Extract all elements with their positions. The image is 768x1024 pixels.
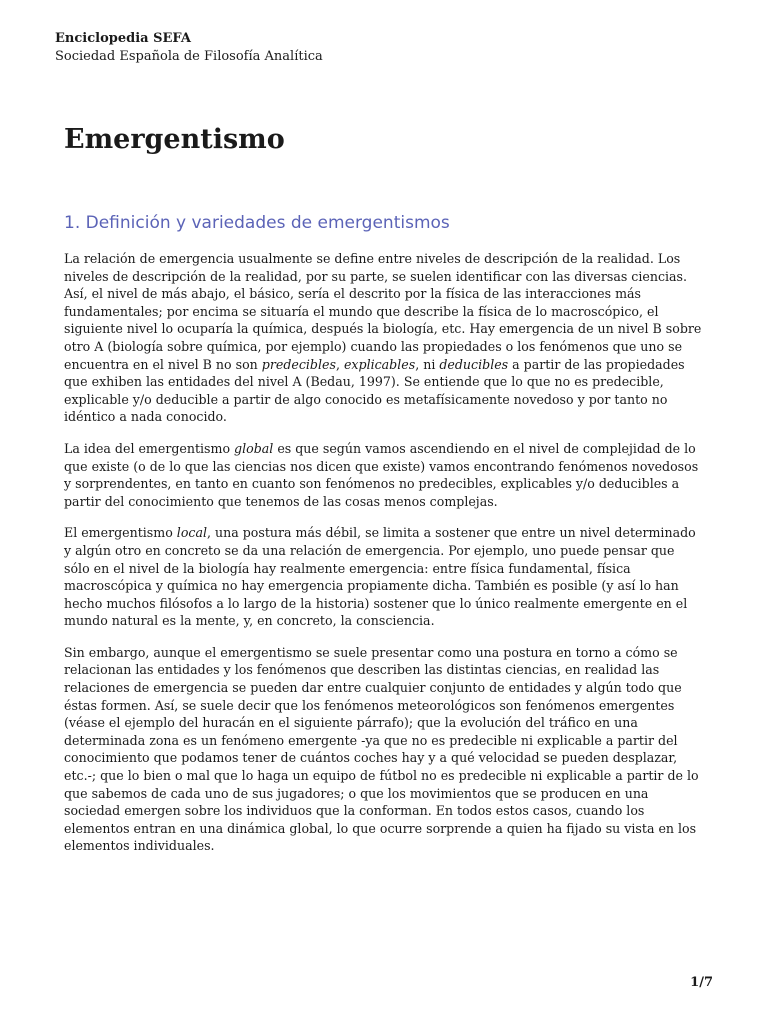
site-name: Enciclopedia SEFA bbox=[55, 31, 191, 46]
emphasis-global: global bbox=[234, 440, 274, 456]
article-title: Emergentismo bbox=[64, 124, 285, 155]
society-name: Sociedad Española de Filosofía Analítica bbox=[55, 49, 323, 64]
emphasis-explicables: explicables bbox=[343, 356, 416, 372]
paragraph-4: Sin embargo, aunque el emergentismo se suele presentar como una postura en torno a cómo se relacionan las entidades y los fenómenos que describen las distintas ciencias, en realidad las relaciones de emergencia se pueden dar entre cualquier conjunto de entidades y algún todo que éstas formen. Así, se suele decir que los fenómenos meteorológicos son fenómenos emergentes (véase el ejemplo del huracán en el siguiente párrafo); que la evolución del tráfico en una determinada zona es un fenómeno emergente -ya que no es predecible ni explicable a partir del conocimiento que podamos tener de cuántos coches hay y a qué velocidad se pueden desplazar, etc.-; que lo bien o mal que lo haga un equipo de fútbol no es predecible ni explicable a partir de lo que sabemos de cada uno de sus jugadores; o que los movimientos que se producen en una sociedad emergen sobre los individuos que la conforman. En todos estos casos, cuando los elementos entran en una dinámica global, lo que ocurre sorprende a quien ha fijado su vista en los elementos individuales. bbox=[64, 644, 699, 854]
paragraph-2-text-a: La idea del emergentismo bbox=[64, 440, 235, 456]
emphasis-local: local bbox=[176, 525, 207, 541]
emphasis-deducibles: deducibles bbox=[439, 356, 509, 372]
paragraph-3 bbox=[64, 524, 704, 630]
paragraph-1-text-b: a partir de las propiedades que exhiben las entidades del nivel A (Bedau, 1997). Se entiende que lo que no es predecible, explicable y/o deducible a partir de algo conocido es metafísicamente novedoso y por tanto no idéntico a nada conocido. bbox=[64, 356, 685, 425]
page-header bbox=[55, 30, 323, 66]
emphasis-predecibles: predecibles bbox=[261, 356, 336, 372]
paragraph-2 bbox=[64, 440, 704, 510]
page-number: 1/7 bbox=[690, 975, 713, 990]
paragraph-1 bbox=[64, 250, 704, 426]
section-heading: 1. Definición y variedades de emergentismos bbox=[64, 213, 450, 233]
separator-ni: , ni bbox=[415, 356, 440, 372]
separator-comma: , bbox=[335, 356, 344, 372]
paragraph-3-text-b: , una postura más débil, se limita a sostener que entre un nivel determinado y algún otro en concreto se da una relación de emergencia. Por ejemplo, uno puede pensar que sólo en el nivel de la biología hay realmente emergencia: entre física fundamental, física macroscópica y química no hay emergencia propiamente dicha. También es posible (y así lo han hecho muchos filósofos a lo largo de la historia) sostener que lo único realmente emergente en el mundo natural es la mente, y, en concreto, la consciencia. bbox=[64, 525, 696, 629]
paragraph-1-text-a: La relación de emergencia usualmente se define entre niveles de descripción de la realidad. Los niveles de descripción de la realidad, por su parte, se suelen identificar con las diversas ciencias. Así, el nivel de más abajo, el básico, sería el descrito por la física de las interacciones más fundamentales; por encima se situaría el mundo que describe la física de lo macroscópico, el siguiente nivel lo ocuparía la química, después la biología, etc. Hay emergencia de un nivel B sobre otro A (biología sobre química, por ejemplo) cuando las propiedades o los fenómenos que uno se encuentra en el nivel B no son bbox=[64, 251, 702, 372]
paragraph-2-text-b: es que según vamos ascendiendo en el nivel de complejidad de lo que existe (o de lo que las ciencias nos dicen que existe) vamos encontrando fenómenos novedosos y sorprendentes, en tanto en cuanto son fenómenos no predecibles, explicables y/o deducibles a partir del conocimiento que tenemos de las cosas menos complejas. bbox=[64, 440, 699, 509]
paragraph-3-text-a: El emergentismo bbox=[64, 525, 177, 541]
article-body bbox=[64, 250, 704, 869]
